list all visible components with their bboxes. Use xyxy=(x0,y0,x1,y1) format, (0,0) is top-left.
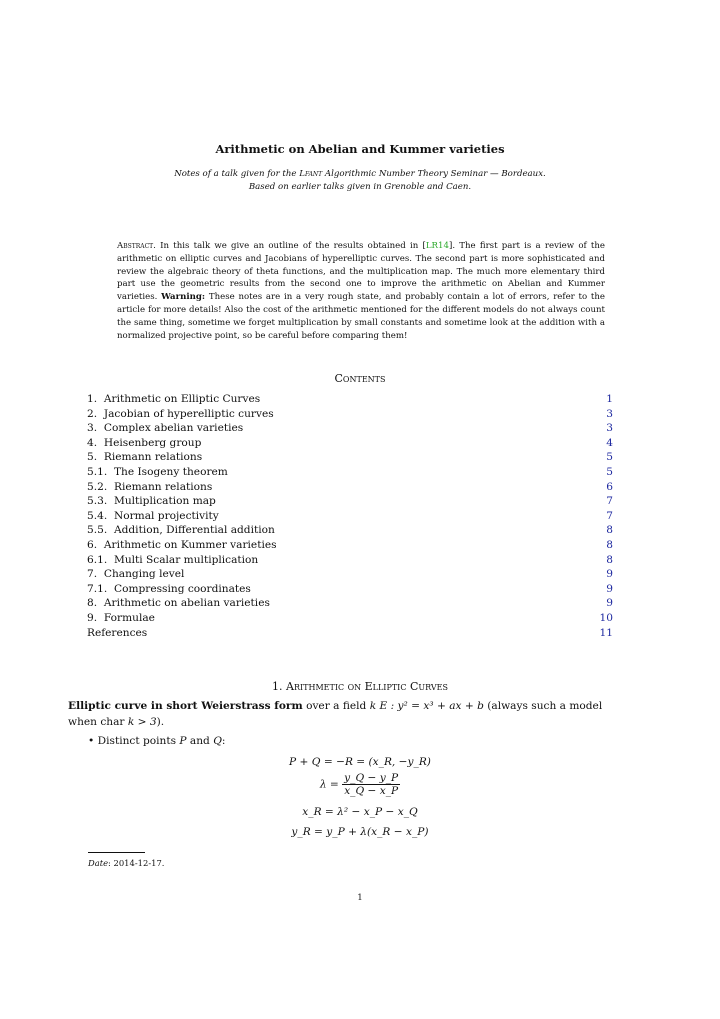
toc-entry[interactable] xyxy=(87,538,613,553)
equation-yr: y_R = y_P + λ(x_R − x_P) xyxy=(291,826,429,838)
lfant-name: Lfant xyxy=(299,169,323,179)
toc-entry[interactable] xyxy=(87,582,613,597)
contents-heading: Contents xyxy=(334,372,386,385)
toc-entry[interactable] xyxy=(87,611,613,626)
toc-page-link[interactable]: 3 xyxy=(606,422,613,435)
abstract-label: Abstract. xyxy=(117,241,156,251)
title-notes xyxy=(0,168,720,194)
toc-entry-label xyxy=(87,392,260,407)
toc-entry-number: 8. xyxy=(87,597,98,610)
toc-entry-label xyxy=(87,421,243,436)
toc-entry[interactable] xyxy=(87,480,613,495)
toc-entry-label xyxy=(87,538,277,553)
toc-entry[interactable] xyxy=(87,494,613,509)
toc-entry-title: Formulae xyxy=(103,611,155,624)
toc-entry-number: 1. xyxy=(87,393,98,405)
toc-entry-number: 9. xyxy=(87,611,98,624)
toc-entry-number: 6.1. xyxy=(87,553,108,566)
footnote-date: Date: 2014-12-17. xyxy=(88,858,165,868)
abstract: Abstract. In this talk we give an outline of the results obtained in [LR14]. The first part is a review of the arithmetic on elliptic curves and Jacobians of hyperelliptic curves. The second part is more sophisticated and review the algebraic theory of theta functions, and the multiplication map. The much more elementary third part use the geometric results from the second one to improve the arithmetic on Abelian and Kummer varieties. Warning: These notes are in a very rough state, and probably contain a lot of errors, refer to the article for more details! Also the cost of the arithmetic mentioned for the different models do not always count the same thing, sometime we forget multiplication by small constants and sometime look at the addition with a normalized projective point, so be careful before comparing them! xyxy=(117,241,605,341)
toc-entry-number: 7. xyxy=(87,568,98,581)
toc-entry-title: Heisenberg group xyxy=(103,436,202,449)
toc-page-link[interactable]: 6 xyxy=(606,480,613,493)
toc-entry-title: The Isogeny theorem xyxy=(113,465,228,478)
toc-entry-number: 3. xyxy=(87,422,98,435)
toc-entry-label xyxy=(87,436,201,451)
toc-entry-title: Complex abelian varieties xyxy=(103,422,244,435)
toc-entry-title: Normal projectivity xyxy=(113,509,219,522)
curve-equation: E : y² = x³ + ax + b xyxy=(379,700,484,712)
toc-entry-label xyxy=(87,523,275,538)
toc-entry-label xyxy=(87,611,155,626)
lambda-fraction: $\frac{y\_Q - y\_P}{x\_Q - x\_P}$ xyxy=(344,772,399,797)
toc-page-link[interactable]: 4 xyxy=(606,436,613,449)
toc-entry-title: Changing level xyxy=(103,568,185,581)
toc-entry-number: 5.1. xyxy=(87,465,108,478)
toc-entry[interactable] xyxy=(87,567,613,582)
toc-entry[interactable] xyxy=(87,407,613,422)
footnote-rule xyxy=(88,852,145,853)
toc-entry[interactable] xyxy=(87,392,613,407)
toc-entry-title: Arithmetic on Kummer varieties xyxy=(103,538,277,551)
toc-page-link[interactable]: 9 xyxy=(606,597,613,610)
table-of-contents xyxy=(87,392,613,640)
toc-page-link[interactable]: 9 xyxy=(606,568,613,581)
toc-entry-label xyxy=(87,626,147,641)
toc-page-link[interactable]: 5 xyxy=(606,465,613,478)
toc-entry-number: 4. xyxy=(87,436,98,449)
toc-page-link[interactable]: 3 xyxy=(606,407,613,420)
toc-page-link[interactable]: 9 xyxy=(606,582,613,595)
toc-entry[interactable] xyxy=(87,509,613,524)
toc-entry-number: 5.5. xyxy=(87,524,108,537)
toc-entry-title: Riemann relations xyxy=(113,480,213,493)
toc-entry-number: 5.2. xyxy=(87,480,108,493)
list-item-distinct-points: • Distinct points P and Q: xyxy=(88,735,226,747)
bullet-icon: • xyxy=(88,735,98,747)
toc-entry-label xyxy=(87,450,202,465)
toc-entry-title: Addition, Differential addition xyxy=(113,524,275,537)
toc-page-link[interactable]: 1 xyxy=(606,393,613,405)
equation-sum: P + Q = −R = (x_R, −y_R) xyxy=(289,756,431,768)
toc-entry[interactable] xyxy=(87,465,613,480)
warning-label: Warning: xyxy=(161,292,206,303)
toc-entry-number: 2. xyxy=(87,407,98,420)
toc-entry-title: Arithmetic on Elliptic Curves xyxy=(103,393,261,405)
section-1-heading: 1. Arithmetic on Elliptic Curves xyxy=(272,680,448,693)
toc-entry-title: References xyxy=(87,626,148,639)
toc-page-link[interactable]: 5 xyxy=(606,451,613,464)
toc-entry-number: 7.1. xyxy=(87,582,108,595)
toc-entry-label xyxy=(87,582,251,597)
toc-entry-title: Multiplication map xyxy=(113,495,216,508)
toc-page-link[interactable]: 7 xyxy=(606,509,613,522)
toc-page-link[interactable]: 11 xyxy=(599,626,613,639)
toc-entry-title: Compressing coordinates xyxy=(113,582,251,595)
toc-entry-label xyxy=(87,509,219,524)
toc-entry-number: 6. xyxy=(87,538,98,551)
toc-entry-number: 5.3. xyxy=(87,495,108,508)
toc-entry-label xyxy=(87,553,258,568)
toc-page-link[interactable]: 10 xyxy=(599,611,613,624)
toc-entry-number: 5. xyxy=(87,451,98,464)
toc-page-link[interactable]: 7 xyxy=(606,495,613,508)
toc-entry[interactable] xyxy=(87,596,613,611)
toc-entry-label xyxy=(87,465,228,480)
toc-entry-title: Jacobian of hyperelliptic curves xyxy=(103,407,274,420)
toc-entry-label xyxy=(87,494,216,509)
toc-entry-label xyxy=(87,596,270,611)
equation-lambda: λ = $\frac{y\_Q - y\_P}{x\_Q - x\_P}$ xyxy=(319,772,399,797)
toc-entry-label xyxy=(87,407,274,422)
equation-xr: x_R = λ² − x_P − x_Q xyxy=(302,806,418,818)
toc-entry-label xyxy=(87,480,212,495)
toc-page-link[interactable]: 8 xyxy=(606,553,613,566)
toc-entry[interactable] xyxy=(87,421,613,436)
toc-entry[interactable] xyxy=(87,450,613,465)
toc-entry[interactable] xyxy=(87,626,613,641)
toc-entry[interactable] xyxy=(87,553,613,568)
toc-entry[interactable] xyxy=(87,523,613,538)
toc-entry-label xyxy=(87,567,184,582)
toc-entry-title: Riemann relations xyxy=(103,451,203,464)
page-number: 1 xyxy=(357,893,363,903)
toc-entry-title: Multi Scalar multiplication xyxy=(113,553,259,566)
toc-entry-title: Arithmetic on abelian varieties xyxy=(103,597,270,610)
notes-line-2: Based on earlier talks given in Grenoble and Caen. xyxy=(248,182,472,192)
section-1-paragraph: Elliptic curve in short Weierstrass form over a field k E : y² = x³ + ax + b (always such a model when char k > 3). xyxy=(68,700,603,728)
notes-line-1: Notes of a talk given for the Lfant Algorithmic Number Theory Seminar — Bordeaux. xyxy=(174,169,546,179)
citation-link[interactable]: LR14 xyxy=(425,241,449,251)
toc-entry[interactable] xyxy=(87,436,613,451)
toc-page-link[interactable]: 8 xyxy=(606,538,613,551)
toc-entry-number: 5.4. xyxy=(87,509,108,522)
toc-page-link[interactable]: 8 xyxy=(606,524,613,537)
paper-title: Arithmetic on Abelian and Kummer varieties xyxy=(215,142,505,156)
